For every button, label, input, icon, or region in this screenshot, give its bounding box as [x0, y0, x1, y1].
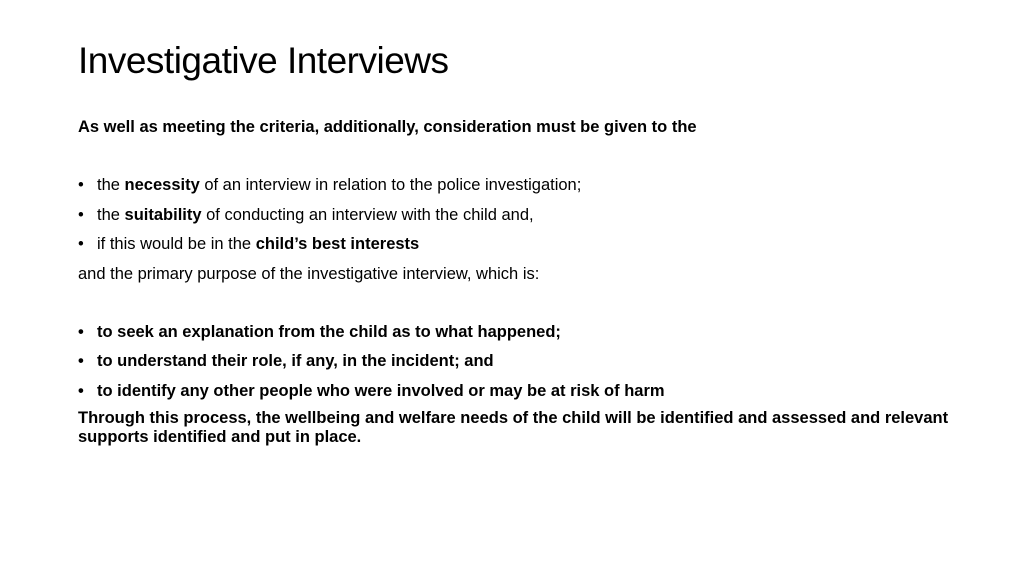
- slide-body: [78, 116, 958, 447]
- list-item: • to seek an explanation from the child as to what happened;: [78, 321, 958, 343]
- list-item: • to understand their role, if any, in the incident; and: [78, 350, 958, 372]
- considerations-list: [78, 174, 958, 255]
- purpose-intro-text: and the primary purpose of the investigative interview, which is:: [78, 264, 540, 283]
- list-item: • to identify any other people who were involved or may be at risk of harm: [78, 380, 958, 402]
- list-item: [78, 174, 958, 196]
- item-text: if this would be in the: [97, 235, 256, 253]
- intro-text: As well as meeting the criteria, additionally, consideration must be given to the: [78, 118, 697, 136]
- purposes-list: [78, 321, 958, 402]
- slide-title: Investigative Interviews: [78, 40, 449, 81]
- closing-text: Through this process, the wellbeing and welfare needs of the child will be identified and assessed and relevant supports identified and put in place.: [78, 409, 949, 446]
- item-emphasis: suitability: [124, 205, 202, 224]
- list-item: [78, 233, 958, 255]
- item-text: the: [97, 205, 125, 224]
- item-emphasis: necessity: [124, 176, 200, 194]
- item-text: of conducting an interview with the child and,: [201, 205, 534, 224]
- list-item: [78, 204, 958, 226]
- item-text: the: [97, 176, 125, 194]
- item-text: of an interview in relation to the police investigation;: [199, 176, 582, 194]
- item-emphasis: child’s best interests: [255, 235, 420, 253]
